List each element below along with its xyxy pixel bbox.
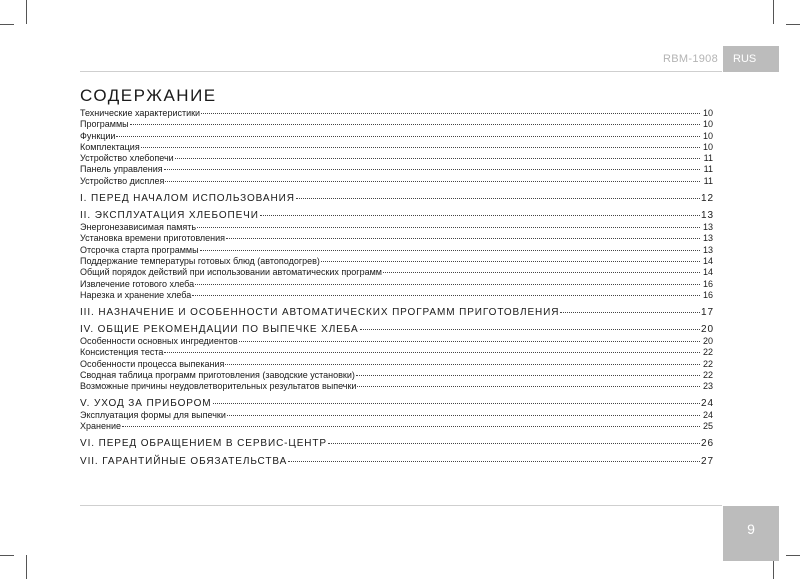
toc-entry-label: IV. ОБЩИЕ РЕКОМЕНДАЦИИ ПО ВЫПЕЧКЕ ХЛЕБА (80, 324, 359, 336)
crop-mark (786, 555, 800, 556)
toc-entry-label: Особенности основных ингредиентов (80, 336, 238, 347)
toc-entry-page: 17 (701, 306, 714, 318)
toc-leader-dots (360, 329, 700, 330)
toc-entry-label: Программы (80, 119, 129, 130)
toc-entry-page: 13 (702, 233, 713, 244)
toc-entry-label: V. УХОД ЗА ПРИБОРОМ (80, 398, 212, 410)
language-tab: RUS (723, 46, 779, 72)
toc-entry-label: Панель управления (80, 164, 163, 175)
toc-entry (80, 421, 713, 432)
toc-entry (80, 336, 713, 347)
toc-entry-label: Комплектация (80, 141, 140, 152)
toc-entry-page: 27 (701, 455, 714, 467)
crop-mark (786, 24, 800, 25)
toc-entry-label: Возможные причины неудовлетворительных результатов выпечки (80, 381, 357, 392)
toc-entry-label: VII. ГАРАНТИЙНЫЕ ОБЯЗАТЕЛЬСТВА (80, 455, 288, 467)
toc-leader-dots (328, 443, 700, 444)
toc-entry-label: Извлечение готового хлеба (80, 278, 195, 289)
toc-entry (80, 279, 713, 290)
crop-mark (0, 555, 14, 556)
toc-entry (80, 119, 713, 130)
toc-leader-dots (226, 238, 700, 239)
footer-divider (80, 505, 722, 506)
toc-entry-page: 13 (702, 222, 713, 233)
toc-leader-dots (356, 375, 700, 376)
toc-entry-page: 25 (702, 421, 713, 432)
toc-entry (80, 256, 713, 267)
toc-entry-page: 20 (702, 336, 713, 347)
toc-entry-label: Эксплуатация формы для выпечки (80, 410, 226, 421)
toc-entry (80, 290, 713, 301)
toc-entry-label: Отсрочка старта программы (80, 244, 199, 255)
toc-entry-page: 11 (703, 153, 713, 164)
toc-leader-dots (195, 284, 700, 285)
toc-entry-page: 22 (702, 358, 713, 369)
toc-entry-page: 16 (702, 289, 713, 300)
toc-entry-label: II. ЭКСПЛУАТАЦИЯ ХЛЕБОПЕЧИ (80, 210, 259, 222)
page-title: СОДЕРЖАНИЕ (80, 86, 217, 105)
toc-entry-label: III. НАЗНАЧЕНИЕ И ОСОБЕННОСТИ АВТОМАТИЧЕСКИХ ПРОГРАММ ПРИГОТОВЛЕНИЯ (80, 306, 560, 318)
toc-entry-page: 10 (702, 141, 713, 152)
toc-entry-page: 11 (703, 164, 713, 175)
toc-leader-dots (288, 461, 700, 462)
toc-leader-dots (200, 250, 700, 251)
toc-entry-label: Устройство хлебопечи (80, 153, 174, 164)
toc-entry-label: Поддержание температуры готовых блюд (автоподогрев) (80, 255, 320, 266)
toc-leader-dots (321, 261, 700, 262)
toc-entry-label: I. ПЕРЕД НАЧАЛОМ ИСПОЛЬЗОВАНИЯ (80, 192, 295, 204)
toc-section-entry (80, 437, 713, 450)
toc-leader-dots (225, 364, 700, 365)
crop-mark (773, 0, 774, 24)
toc-entry-label: Хранение (80, 421, 121, 432)
toc-section-entry (80, 209, 713, 222)
toc-leader-dots (116, 136, 700, 137)
toc-entry (80, 267, 713, 278)
toc-entry-label: Функции (80, 130, 116, 141)
toc-entry (80, 410, 713, 421)
toc-leader-dots (164, 352, 700, 353)
toc-entry-page: 12 (701, 192, 714, 204)
toc-entry (80, 370, 713, 381)
toc-entry-page: 16 (702, 278, 713, 289)
toc-entry (80, 176, 713, 187)
page-number: 9 (723, 506, 779, 561)
toc-entry (80, 108, 713, 119)
toc-entry (80, 347, 713, 358)
toc-entry-page: 11 (703, 175, 713, 186)
toc-entry (80, 142, 713, 153)
toc-leader-dots (213, 403, 700, 404)
toc-entry-page: 23 (702, 381, 713, 392)
toc-leader-dots (192, 295, 700, 296)
crop-mark (26, 0, 27, 24)
toc-entry-label: Сводная таблица программ приготовления (заводские установки) (80, 370, 355, 381)
toc-leader-dots (141, 147, 700, 148)
toc-entry-page: 13 (701, 210, 714, 222)
toc-entry-page: 24 (702, 410, 713, 421)
toc-entry-label: Установка времени приготовления (80, 233, 226, 244)
toc-section-entry (80, 192, 713, 205)
toc-entry (80, 359, 713, 370)
toc-leader-dots (296, 198, 700, 199)
toc-leader-dots (357, 386, 700, 387)
toc-leader-dots (197, 227, 700, 228)
toc-entry-page: 24 (701, 398, 714, 410)
toc-entry-label: Консистенция теста (80, 347, 164, 358)
toc-entry-page: 26 (701, 438, 714, 450)
toc-entry-label: Особенности процесса выпекания (80, 358, 225, 369)
table-of-contents (80, 108, 713, 468)
toc-leader-dots (130, 124, 700, 125)
model-number: RBM-1908 (663, 53, 718, 65)
toc-leader-dots (201, 113, 700, 114)
header-divider (80, 71, 722, 72)
toc-entry-page: 22 (702, 370, 713, 381)
toc-entry (80, 233, 713, 244)
toc-entry-page: 10 (702, 119, 713, 130)
toc-leader-dots (175, 158, 700, 159)
toc-entry (80, 164, 713, 175)
toc-entry-page: 13 (702, 244, 713, 255)
toc-entry-page: 20 (701, 324, 714, 336)
toc-entry (80, 381, 713, 392)
toc-leader-dots (383, 272, 700, 273)
toc-leader-dots (260, 215, 700, 216)
toc-entry (80, 222, 713, 233)
toc-entry-page: 10 (702, 108, 713, 118)
toc-entry-label: Общий порядок действий при использовании автоматических программ (80, 267, 382, 278)
toc-leader-dots (239, 341, 700, 342)
toc-entry (80, 131, 713, 142)
toc-entry (80, 245, 713, 256)
toc-leader-dots (227, 415, 700, 416)
crop-mark (26, 555, 27, 579)
toc-entry-label: Энергонезависимая память (80, 222, 197, 233)
toc-leader-dots (560, 312, 700, 313)
toc-entry-label: Устройство дисплея (80, 175, 165, 186)
toc-entry-label: Технические характеристики (80, 108, 201, 118)
toc-entry (80, 153, 713, 164)
crop-mark (0, 24, 14, 25)
toc-entry-page: 14 (702, 255, 713, 266)
toc-leader-dots (165, 181, 700, 182)
toc-entry-page: 10 (702, 130, 713, 141)
toc-leader-dots (164, 169, 700, 170)
toc-section-entry (80, 455, 713, 468)
toc-entry-page: 14 (702, 267, 713, 278)
toc-section-entry (80, 397, 713, 410)
toc-leader-dots (122, 426, 700, 427)
toc-entry-page: 22 (702, 347, 713, 358)
toc-section-entry (80, 323, 713, 336)
toc-entry-label: Нарезка и хранение хлеба (80, 289, 192, 300)
toc-entry-label: VI. ПЕРЕД ОБРАЩЕНИЕМ В СЕРВИС-ЦЕНТР (80, 438, 327, 450)
toc-section-entry (80, 306, 713, 319)
